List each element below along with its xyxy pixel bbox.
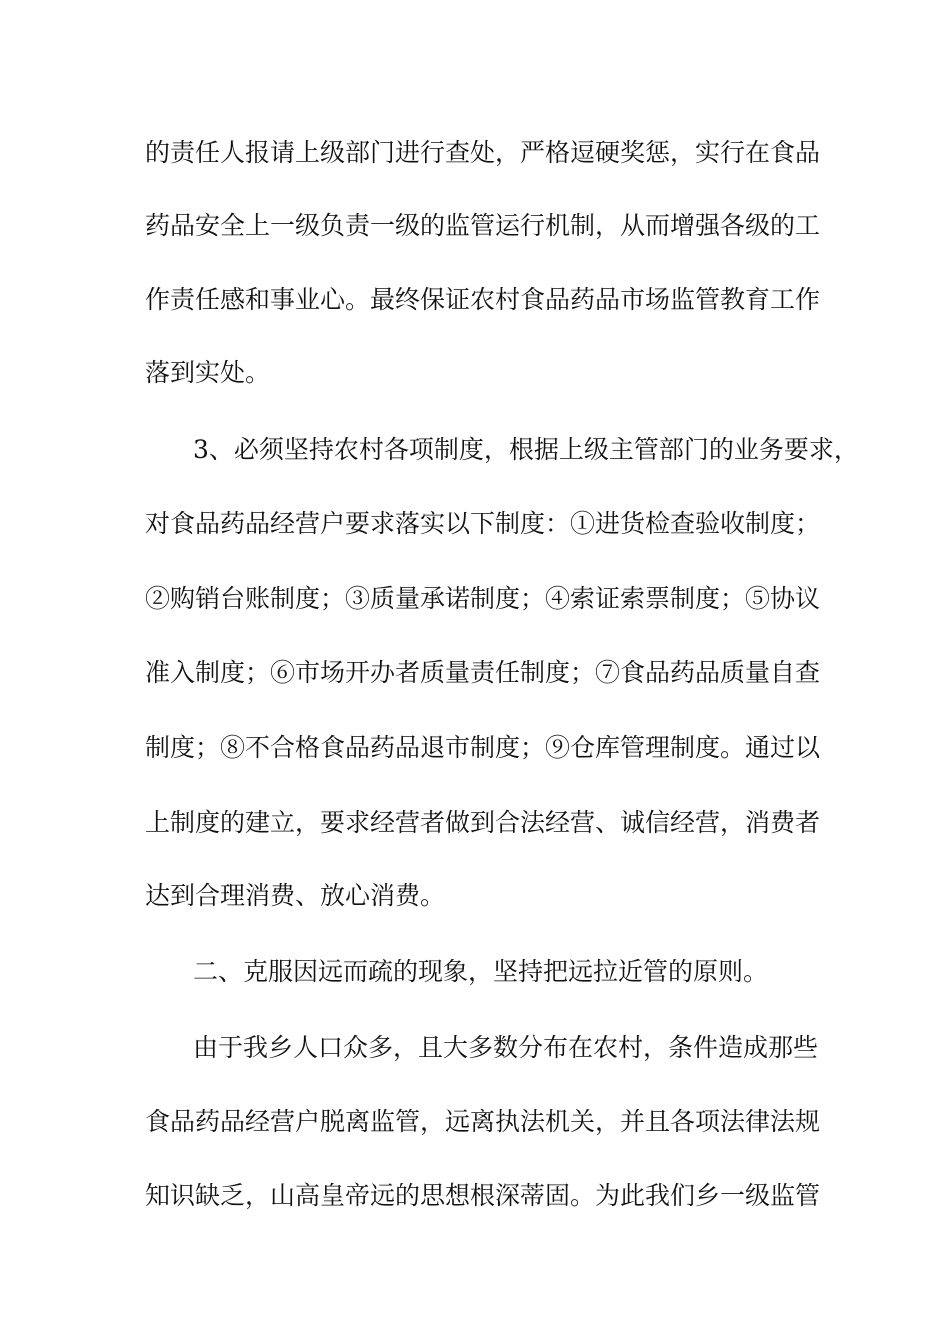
text-line: 药品安全上一级负责一级的监管运行机制，从而增强各级的工 bbox=[145, 211, 821, 240]
text-line: 落到实处。 bbox=[145, 358, 271, 387]
text-line: 知识缺乏，山高皇帝远的思想根深蒂固。为此我们乡一级监管 bbox=[145, 1181, 821, 1210]
text-line: 3、必须坚持农村各项制度，根据上级主管部门的业务要求， bbox=[193, 435, 859, 464]
text-line: 由于我乡人口众多，且大多数分布在农村，条件造成那些 bbox=[193, 1033, 819, 1062]
text-line: ②购销台账制度；③质量承诺制度；④索证索票制度；⑤协议 bbox=[145, 584, 821, 613]
section-heading: 二、克服因远而疏的现象，坚持把远拉近管的原则。 bbox=[193, 957, 769, 986]
text-line: 上制度的建立，要求经营者做到合法经营、诚信经营，消费者 bbox=[145, 808, 821, 837]
text-line: 作责任感和事业心。最终保证农村食品药品市场监管教育工作 bbox=[145, 285, 821, 314]
text-line: 的责任人报请上级部门进行查处，严格逗硬奖惩，实行在食品 bbox=[145, 138, 821, 167]
text-line: 制度；⑧不合格食品药品退市制度；⑨仓库管理制度。通过以 bbox=[145, 733, 821, 762]
text-line: 达到合理消费、放心消费。 bbox=[145, 881, 446, 910]
text-line: 对食品药品经营户要求落实以下制度：①进货检查验收制度； bbox=[145, 509, 821, 538]
text-line: 食品药品经营户脱离监管，远离执法机关，并且各项法律法规 bbox=[145, 1107, 821, 1136]
text-line: 准入制度；⑥市场开办者质量责任制度；⑦食品药品质量自查 bbox=[145, 658, 821, 687]
